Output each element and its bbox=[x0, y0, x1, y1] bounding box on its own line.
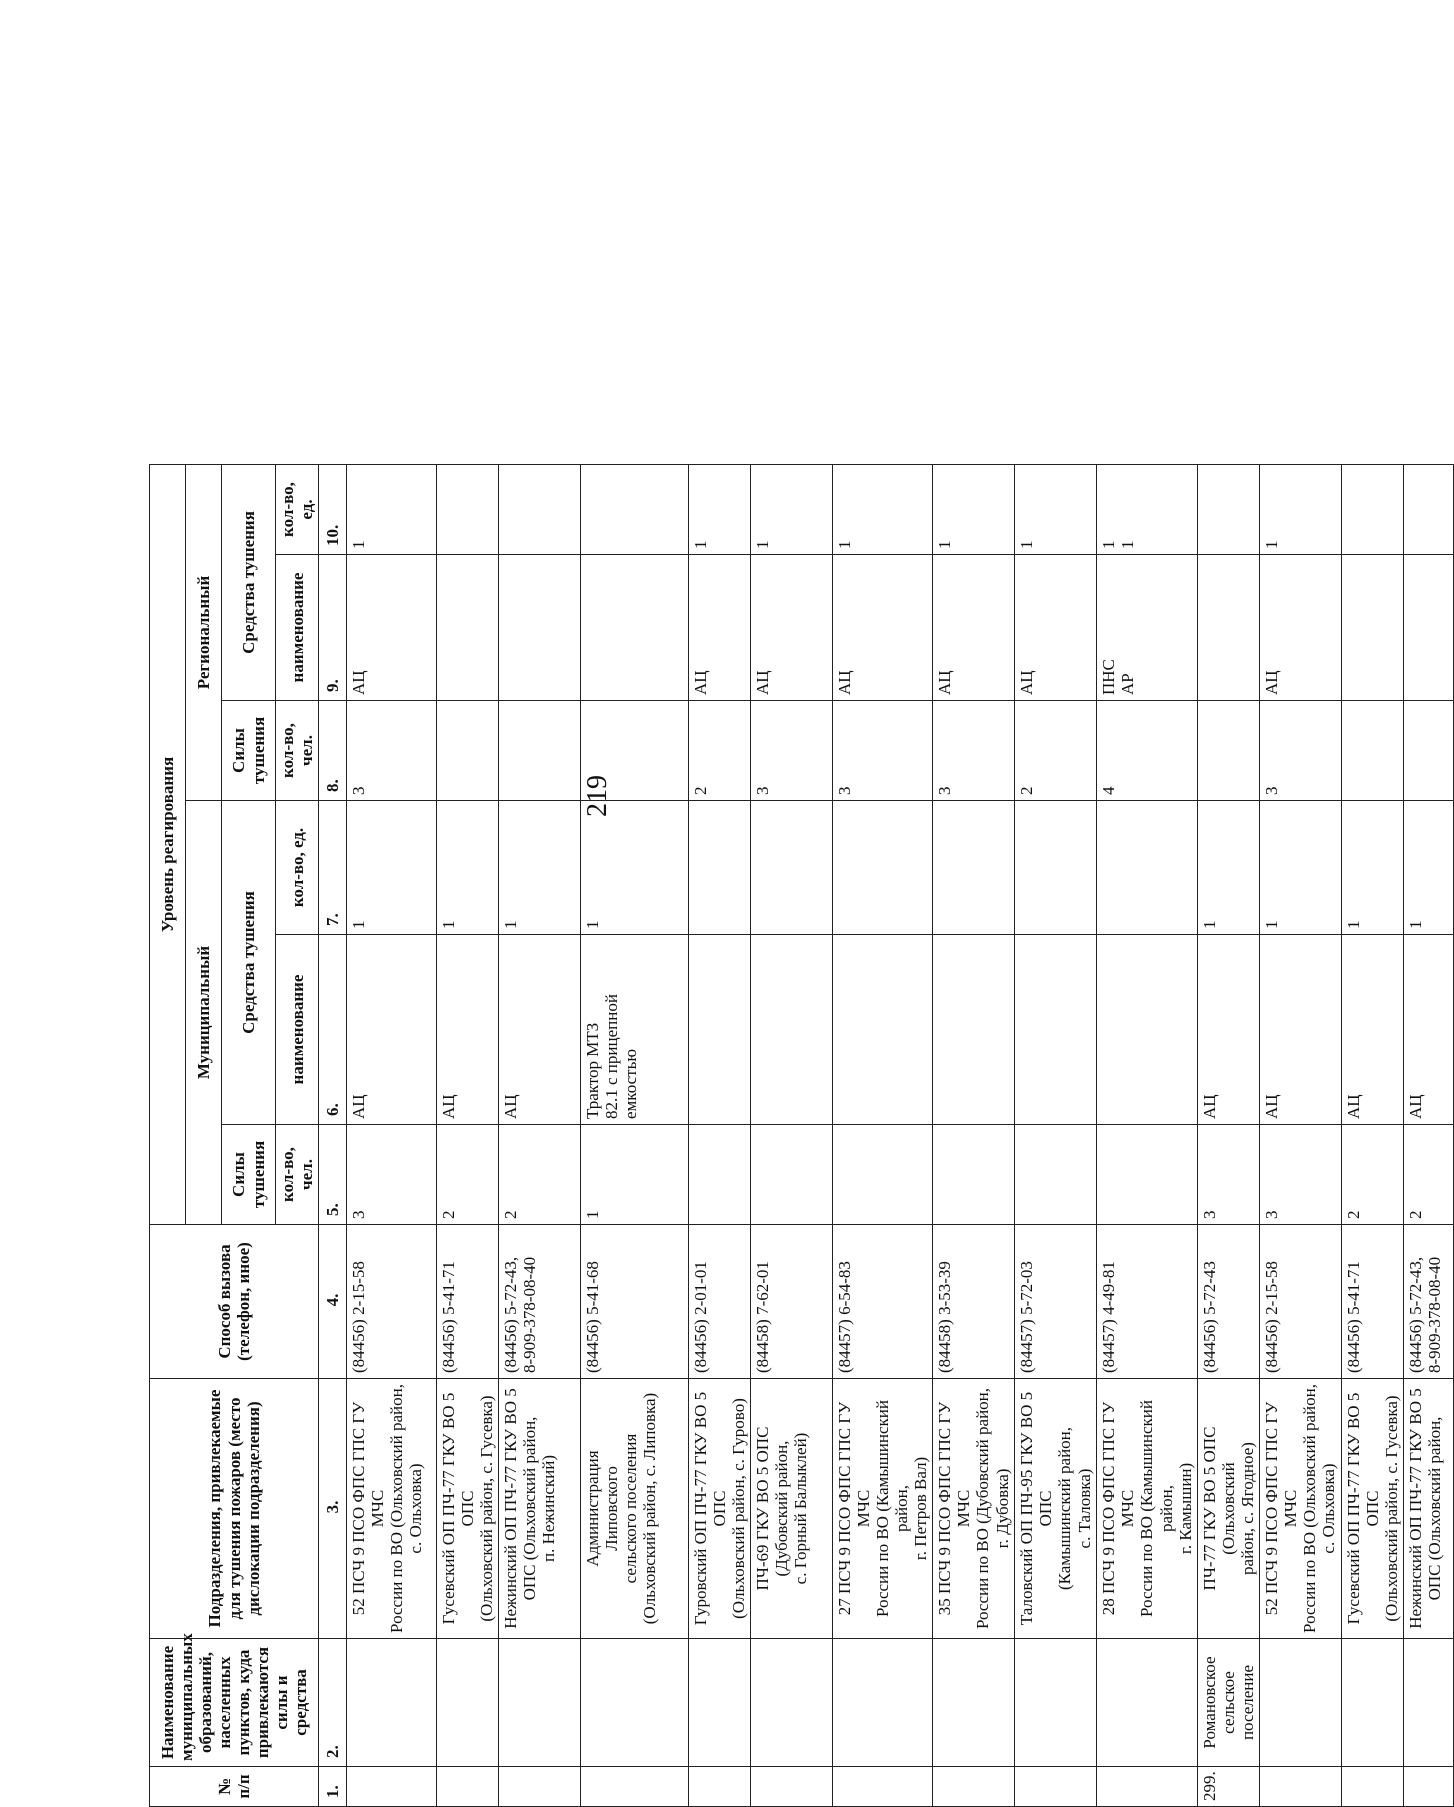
header-municipal: Муниципальный bbox=[186, 801, 222, 1225]
municipal-means-name-line: АЦ bbox=[1405, 1094, 1425, 1119]
unit-name-line: (Камышинский район, bbox=[1055, 1426, 1075, 1591]
municipal-means-name-line: Трактор МТЗ bbox=[583, 1022, 603, 1119]
municipality-name bbox=[437, 1639, 499, 1767]
municipality-name bbox=[581, 1639, 689, 1767]
municipal-forces-qty: 1 bbox=[581, 1125, 689, 1225]
unit-name-line: ПЧ-77 ГКУ ВО 5 ОПС (Ольховский bbox=[1199, 1426, 1238, 1591]
row-number bbox=[1259, 1767, 1341, 1807]
regional-forces-qty: 3 bbox=[751, 701, 833, 801]
regional-means-qty-line: 1 bbox=[1017, 540, 1037, 549]
call-phone bbox=[581, 1225, 689, 1379]
municipal-forces-qty bbox=[1015, 1125, 1097, 1225]
municipal-means-qty bbox=[933, 801, 1015, 935]
municipal-means-name bbox=[751, 935, 833, 1125]
col-number: 7. bbox=[319, 801, 347, 935]
municipal-means-name-line: емкостью bbox=[621, 1048, 641, 1119]
municipal-forces-qty bbox=[933, 1125, 1015, 1225]
regional-forces-qty bbox=[1197, 701, 1259, 801]
municipal-means-qty: 1 bbox=[581, 801, 689, 935]
municipal-means-qty: 1 bbox=[1197, 801, 1259, 935]
municipal-means-name bbox=[933, 935, 1015, 1125]
regional-means-name-line: ПНС bbox=[1099, 659, 1119, 695]
regional-means-name bbox=[1015, 555, 1097, 701]
unit-name-line: Таловский ОП ПЧ-95 ГКУ ВО 5 ОПС bbox=[1017, 1391, 1056, 1626]
row-number bbox=[1341, 1767, 1403, 1807]
unit-name bbox=[833, 1379, 933, 1639]
unit-name bbox=[1341, 1379, 1403, 1639]
municipal-means-name-line: АЦ bbox=[349, 1094, 369, 1119]
municipality-name bbox=[1403, 1639, 1453, 1767]
unit-name-line: сельского поселения bbox=[621, 1433, 641, 1584]
municipal-means-name-line: 82.1 с прицепной bbox=[602, 994, 622, 1119]
unit-name bbox=[1259, 1379, 1341, 1639]
unit-name-line: ПЧ-69 ГКУ ВО 5 ОПС bbox=[753, 1426, 773, 1591]
unit-name-line: 28 ПСЧ 9 ПСО ФПС ГПС ГУ МЧС bbox=[1099, 1401, 1138, 1616]
header-qty-people: кол-во, чел. bbox=[276, 701, 319, 801]
col-number: 9. bbox=[319, 555, 347, 701]
unit-name bbox=[581, 1379, 689, 1639]
municipal-means-qty: 1 bbox=[347, 801, 437, 935]
regional-means-name bbox=[933, 555, 1015, 701]
municipal-means-name bbox=[1403, 935, 1453, 1125]
unit-name-line: г. Петров Вал) bbox=[911, 1456, 931, 1561]
unit-name-line: п. Нежинский) bbox=[539, 1454, 559, 1563]
municipal-means-name bbox=[347, 935, 437, 1125]
row-number bbox=[581, 1767, 689, 1807]
municipal-means-name bbox=[1259, 935, 1341, 1125]
regional-means-name bbox=[581, 555, 689, 701]
municipal-means-name bbox=[1097, 935, 1197, 1125]
regional-means-name-line: АЦ bbox=[349, 670, 369, 695]
regional-means-name-line: АЦ bbox=[753, 670, 773, 695]
call-phone-line: (84458) 3-53-39 bbox=[935, 1261, 955, 1373]
call-phone-line: (84456) 5-41-68 bbox=[583, 1261, 603, 1373]
call-phone-line: (84456) 2-01-01 bbox=[691, 1261, 711, 1373]
municipal-means-name bbox=[1197, 935, 1259, 1125]
response-forces-table bbox=[149, 30, 1454, 1807]
header-qty-units: кол-во, ед. bbox=[276, 464, 319, 554]
unit-name-line: 35 ПСЧ 9 ПСО ФПС ГПС ГУ МЧС bbox=[935, 1401, 974, 1616]
row-number bbox=[1097, 1767, 1197, 1807]
regional-means-name bbox=[689, 555, 751, 701]
header-regional-means: Средства тушения bbox=[222, 464, 276, 700]
municipal-means-qty: 1 bbox=[1259, 801, 1341, 935]
municipal-means-name-line: АЦ bbox=[1343, 1094, 1363, 1119]
regional-forces-qty: 3 bbox=[933, 701, 1015, 801]
regional-forces-qty: 4 bbox=[1097, 701, 1197, 801]
row-number bbox=[751, 1767, 833, 1807]
header-name: наименование bbox=[276, 555, 319, 701]
unit-name-line: Гусевский ОП ПЧ-77 ГКУ ВО 5 ОПС bbox=[439, 1392, 478, 1625]
regional-means-qty-line: 1 bbox=[349, 540, 369, 549]
call-phone-line: (84456) 5-41-71 bbox=[439, 1261, 459, 1373]
col-number: 2. bbox=[319, 1639, 347, 1767]
municipal-forces-qty: 2 bbox=[499, 1125, 581, 1225]
unit-name-line: Гуровский ОП ПЧ-77 ГКУ ВО 5 ОПС bbox=[691, 1391, 730, 1626]
table-row bbox=[833, 30, 933, 1806]
table-body bbox=[347, 30, 1454, 1806]
regional-means-name bbox=[499, 555, 581, 701]
regional-means-qty bbox=[933, 464, 1015, 554]
col-number: 6. bbox=[319, 935, 347, 1125]
row-number: 299. bbox=[1197, 1767, 1259, 1807]
table-row bbox=[933, 30, 1015, 1806]
unit-name bbox=[437, 1379, 499, 1639]
call-phone bbox=[1097, 1225, 1197, 1379]
table-row bbox=[581, 30, 689, 1806]
regional-means-qty-line: 1 bbox=[1261, 540, 1281, 549]
municipal-means-qty bbox=[1097, 801, 1197, 935]
regional-means-name bbox=[1403, 555, 1453, 701]
regional-means-qty-line: 1 bbox=[835, 540, 855, 549]
regional-means-qty bbox=[1403, 464, 1453, 554]
call-phone bbox=[1403, 1225, 1453, 1379]
call-phone-line: (84456) 2-15-58 bbox=[1261, 1261, 1281, 1373]
call-phone-line: (84458) 7-62-01 bbox=[753, 1261, 773, 1373]
regional-means-qty bbox=[1097, 464, 1197, 554]
municipality-name bbox=[1259, 1639, 1341, 1767]
regional-means-qty bbox=[833, 464, 933, 554]
table-row bbox=[1259, 30, 1341, 1806]
unit-name-line: с. Горный Балыклей) bbox=[791, 1432, 811, 1585]
header-no: № п/п bbox=[150, 1767, 319, 1807]
table-row bbox=[1097, 30, 1197, 1806]
call-phone-line: (84456) 5-72-43 bbox=[1199, 1261, 1219, 1373]
municipal-means-qty: 1 bbox=[1403, 801, 1453, 935]
header-municipality: Наименование муниципальных образований, населенных пунктов, куда привлекаются силы и средства bbox=[150, 1639, 319, 1767]
regional-means-qty-line: 1 bbox=[1118, 540, 1138, 549]
regional-forces-qty: 2 bbox=[689, 701, 751, 801]
unit-name-line: (Ольховский район, с. Гусевка) bbox=[1381, 1395, 1401, 1622]
regional-means-qty bbox=[1259, 464, 1341, 554]
call-phone-line: (84456) 5-41-71 bbox=[1343, 1261, 1363, 1373]
call-phone-line: (84457) 5-72-03 bbox=[1017, 1261, 1037, 1373]
regional-means-name-line: АР bbox=[1118, 673, 1138, 695]
regional-means-name bbox=[1341, 555, 1403, 701]
municipal-forces-qty: 2 bbox=[437, 1125, 499, 1225]
municipal-means-name bbox=[1015, 935, 1097, 1125]
call-phone-line: (84456) 5-72-43, bbox=[1405, 1256, 1425, 1373]
unit-name-line: (Дубовский район, bbox=[772, 1440, 792, 1577]
municipality-name bbox=[689, 1639, 751, 1767]
unit-name-line: (Ольховский район, с. Липовка) bbox=[640, 1392, 660, 1625]
regional-means-name bbox=[1197, 555, 1259, 701]
municipality-name bbox=[499, 1639, 581, 1767]
municipal-means-qty: 1 bbox=[499, 801, 581, 935]
regional-forces-qty bbox=[499, 701, 581, 801]
unit-name-line: район, с. Ягодное) bbox=[1237, 1442, 1257, 1575]
row-number bbox=[1015, 1767, 1097, 1807]
municipal-forces-qty: 2 bbox=[1341, 1125, 1403, 1225]
unit-name-line: России по ВО (Камышинский район, bbox=[873, 1400, 912, 1617]
regional-means-qty bbox=[437, 464, 499, 554]
unit-name bbox=[689, 1379, 751, 1639]
regional-means-qty bbox=[751, 464, 833, 554]
unit-name-line: с. Таловка) bbox=[1074, 1468, 1094, 1549]
municipal-means-name bbox=[833, 935, 933, 1125]
regional-means-name-line: АЦ bbox=[1261, 670, 1281, 695]
municipal-forces-qty bbox=[689, 1125, 751, 1225]
call-phone-line: 8-909-378-08-40 bbox=[1424, 1256, 1444, 1373]
municipal-means-qty bbox=[689, 801, 751, 935]
regional-means-qty bbox=[1341, 464, 1403, 554]
municipal-forces-qty: 3 bbox=[347, 1125, 437, 1225]
header-call-method: Способ вызова (телефон, иное) bbox=[150, 1225, 319, 1379]
call-phone bbox=[1015, 1225, 1097, 1379]
municipal-means-name-line: АЦ bbox=[1199, 1094, 1219, 1119]
unit-name bbox=[499, 1379, 581, 1639]
regional-means-name-line: АЦ bbox=[935, 670, 955, 695]
unit-name-line: России по ВО (Дубовский район, bbox=[973, 1387, 993, 1630]
regional-means-qty bbox=[347, 464, 437, 554]
call-phone bbox=[1341, 1225, 1403, 1379]
municipality-name bbox=[751, 1639, 833, 1767]
regional-means-name bbox=[1259, 555, 1341, 701]
municipal-means-name-line: АЦ bbox=[501, 1094, 521, 1119]
unit-name-line: г. Дубовка) bbox=[992, 1468, 1012, 1549]
regional-means-qty-line: 1 bbox=[935, 540, 955, 549]
municipal-means-qty: 1 bbox=[437, 801, 499, 935]
unit-name-line: с. Ольховка) bbox=[1318, 1463, 1338, 1554]
col-number: 10. bbox=[319, 464, 347, 554]
table-row bbox=[1197, 30, 1259, 1806]
municipal-forces-qty bbox=[751, 1125, 833, 1225]
call-phone bbox=[499, 1225, 581, 1379]
header-regional-forces: Силы тушения bbox=[222, 701, 276, 801]
unit-name-line: Нежинский ОП ПЧ-77 ГКУ ВО 5 bbox=[501, 1388, 521, 1629]
table-row bbox=[751, 30, 833, 1806]
municipal-forces-qty: 3 bbox=[1259, 1125, 1341, 1225]
municipal-means-qty bbox=[751, 801, 833, 935]
municipal-means-name bbox=[499, 935, 581, 1125]
call-phone-line: (84456) 5-72-43, bbox=[501, 1256, 521, 1373]
table-row bbox=[1403, 30, 1453, 1806]
unit-name-line: 52 ПСЧ 9 ПСО ФПС ГПС ГУ МЧС bbox=[349, 1401, 388, 1616]
regional-means-name bbox=[751, 555, 833, 701]
municipal-forces-qty bbox=[1097, 1125, 1197, 1225]
regional-forces-qty bbox=[1403, 701, 1453, 801]
regional-means-qty bbox=[1197, 464, 1259, 554]
row-number bbox=[1403, 1767, 1453, 1807]
call-phone-line: (84456) 2-15-58 bbox=[349, 1261, 369, 1373]
regional-forces-qty: 3 bbox=[347, 701, 437, 801]
call-phone bbox=[833, 1225, 933, 1379]
municipal-forces-qty: 2 bbox=[1403, 1125, 1453, 1225]
call-phone bbox=[689, 1225, 751, 1379]
municipal-forces-qty: 3 bbox=[1197, 1125, 1259, 1225]
municipality-name: Романовское сельское поселение bbox=[1197, 1639, 1259, 1767]
table-row bbox=[1341, 30, 1403, 1806]
unit-name-line: Липовского bbox=[602, 1466, 622, 1551]
municipality-name bbox=[1015, 1639, 1097, 1767]
regional-forces-qty: 3 bbox=[833, 701, 933, 801]
row-number bbox=[933, 1767, 1015, 1807]
unit-name-line: Нежинский ОП ПЧ-77 ГКУ ВО 5 bbox=[1405, 1388, 1425, 1629]
municipal-means-name bbox=[689, 935, 751, 1125]
unit-name bbox=[1015, 1379, 1097, 1639]
unit-name bbox=[933, 1379, 1015, 1639]
municipal-forces-qty bbox=[833, 1125, 933, 1225]
regional-forces-qty bbox=[437, 701, 499, 801]
col-number: 3. bbox=[319, 1379, 347, 1639]
header-unit: Подразделения, привлекаемые для тушения пожаров (место дислокации подразделения) bbox=[150, 1379, 319, 1639]
unit-name-line: России по ВО (Ольховский район, bbox=[387, 1384, 407, 1633]
regional-means-qty bbox=[689, 464, 751, 554]
header-municipal-means: Средства тушения bbox=[222, 801, 276, 1125]
call-phone bbox=[1259, 1225, 1341, 1379]
row-number bbox=[689, 1767, 751, 1807]
header-qty-people: кол-во, чел. bbox=[276, 1125, 319, 1225]
call-phone bbox=[1197, 1225, 1259, 1379]
table-row bbox=[437, 30, 499, 1806]
unit-name-line: России по ВО (Ольховский район, bbox=[1299, 1384, 1319, 1633]
unit-name-line: 52 ПСЧ 9 ПСО ФПС ГПС ГУ МЧС bbox=[1261, 1401, 1300, 1616]
call-phone-line: (84457) 6-54-83 bbox=[835, 1261, 855, 1373]
municipality-name bbox=[833, 1639, 933, 1767]
municipal-means-name bbox=[581, 935, 689, 1125]
municipal-means-name bbox=[1341, 935, 1403, 1125]
col-number: 8. bbox=[319, 701, 347, 801]
municipal-means-name-line: АЦ bbox=[1261, 1094, 1281, 1119]
municipal-means-name-line: АЦ bbox=[439, 1094, 459, 1119]
call-phone-line: (84457) 4-49-81 bbox=[1099, 1261, 1119, 1373]
header-regional: Региональный bbox=[186, 464, 222, 800]
regional-means-qty bbox=[581, 464, 689, 554]
unit-name-line: России по ВО (Камышинский район, bbox=[1137, 1400, 1176, 1617]
municipal-means-qty bbox=[833, 801, 933, 935]
col-number: 1. bbox=[319, 1767, 347, 1807]
municipality-name bbox=[1341, 1639, 1403, 1767]
unit-name bbox=[1197, 1379, 1259, 1639]
unit-name-line: ОПС (Ольховский район, bbox=[520, 1416, 540, 1601]
regional-means-qty-line: 1 bbox=[753, 540, 773, 549]
unit-name-line: (Ольховский район, с. Гурово) bbox=[729, 1398, 749, 1619]
table-row bbox=[347, 30, 437, 1806]
regional-means-name-line: АЦ bbox=[1017, 670, 1037, 695]
regional-means-qty bbox=[499, 464, 581, 554]
header-name: наименование bbox=[276, 935, 319, 1125]
row-number bbox=[347, 1767, 437, 1807]
unit-name-line: 27 ПСЧ 9 ПСО ФПС ГПС ГУ МЧС bbox=[835, 1401, 874, 1616]
municipal-means-qty bbox=[1015, 801, 1097, 935]
regional-forces-qty bbox=[1341, 701, 1403, 801]
unit-name-line: Администрация bbox=[583, 1450, 603, 1567]
regional-means-name bbox=[437, 555, 499, 701]
regional-means-name-line: АЦ bbox=[835, 670, 855, 695]
header-qty-units: кол-во, ед. bbox=[276, 801, 319, 935]
unit-name bbox=[751, 1379, 833, 1639]
unit-name-line: г. Камышин) bbox=[1175, 1462, 1195, 1555]
table-row bbox=[499, 30, 581, 1806]
unit-name-line: ОПС (Ольховский район, bbox=[1424, 1416, 1444, 1601]
table-row bbox=[689, 30, 751, 1806]
regional-means-name bbox=[347, 555, 437, 701]
col-number: 4. bbox=[319, 1225, 347, 1379]
municipality-name bbox=[347, 1639, 437, 1767]
regional-forces-qty: 3 bbox=[1259, 701, 1341, 801]
regional-forces-qty bbox=[581, 701, 689, 801]
municipality-name bbox=[1097, 1639, 1197, 1767]
col-number: 5. bbox=[319, 1125, 347, 1225]
unit-name-line: Гусевский ОП ПЧ-77 ГКУ ВО 5 ОПС bbox=[1343, 1392, 1382, 1625]
unit-name bbox=[1403, 1379, 1453, 1639]
header-municipal-forces: Силы тушения bbox=[222, 1125, 276, 1225]
regional-means-qty-line: 1 bbox=[1099, 540, 1119, 549]
rotated-table-container bbox=[149, 31, 1444, 1807]
municipal-means-qty: 1 bbox=[1341, 801, 1403, 935]
regional-means-qty-line: 1 bbox=[691, 540, 711, 549]
regional-means-name bbox=[833, 555, 933, 701]
header-response-level: Уровень реагирования bbox=[150, 464, 186, 1224]
call-phone bbox=[933, 1225, 1015, 1379]
municipality-name bbox=[933, 1639, 1015, 1767]
unit-name-line: (Ольховский район, с. Гусевка) bbox=[477, 1395, 497, 1622]
unit-name bbox=[1097, 1379, 1197, 1639]
regional-means-qty bbox=[1015, 464, 1097, 554]
regional-forces-qty: 2 bbox=[1015, 701, 1097, 801]
call-phone-line: 8-909-378-08-40 bbox=[520, 1256, 540, 1373]
municipal-means-name bbox=[437, 935, 499, 1125]
page-number: 219 bbox=[582, 775, 613, 817]
call-phone bbox=[751, 1225, 833, 1379]
blank-margin bbox=[150, 30, 347, 464]
row-number bbox=[437, 1767, 499, 1807]
row-number bbox=[499, 1767, 581, 1807]
call-phone bbox=[347, 1225, 437, 1379]
row-number bbox=[833, 1767, 933, 1807]
call-phone bbox=[437, 1225, 499, 1379]
regional-means-name-line: АЦ bbox=[691, 670, 711, 695]
unit-name bbox=[347, 1379, 437, 1639]
table-row bbox=[1015, 30, 1097, 1806]
regional-means-name bbox=[1097, 555, 1197, 701]
unit-name-line: с. Ольховка) bbox=[406, 1463, 426, 1554]
